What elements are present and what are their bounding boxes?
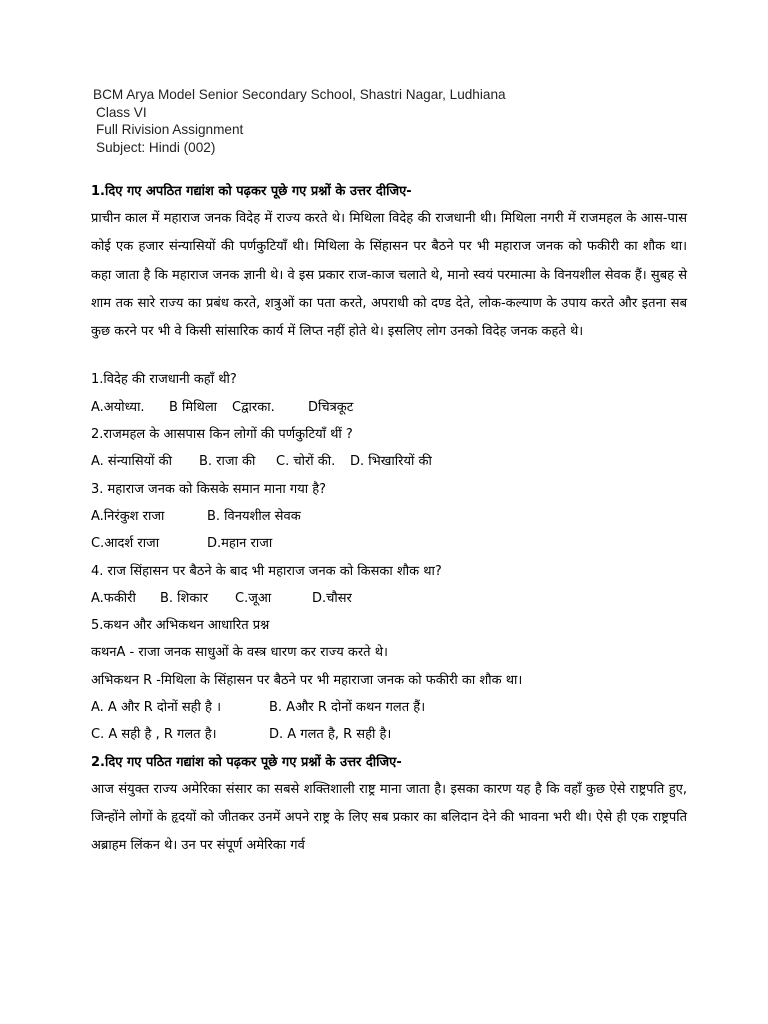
- spacer: [91, 346, 687, 366]
- question-1-option-c: Cद्वारका.: [232, 399, 275, 415]
- question-4-option-b: B. शिकार: [160, 590, 209, 606]
- question-5: 5.कथन और अभिकथन आधारित प्रश्न: [91, 618, 270, 634]
- question-3: 3. महाराज जनक को किसके समान माना गया है?: [91, 481, 327, 497]
- question-1-options: [91, 394, 687, 421]
- question-2: 2.राजमहल के आसपास किन लोगों की पर्णकुटियाँ थीं ?: [91, 427, 353, 443]
- question-2-option-a: A. संन्यासियों की: [91, 454, 173, 470]
- question-2-option-c: C. चोरों की.: [276, 454, 336, 470]
- class-label: Class VI: [96, 104, 147, 120]
- question-4-option-a: A.फकीरी: [91, 590, 136, 606]
- question-1-option-b: B मिथिला: [169, 399, 218, 415]
- section-1-passage: प्राचीन काल में महाराज जनक विदेह में राज्य करते थे। मिथिला विदेह की राजधानी थी। मिथिला नगरी में राजमहल के आस-पास कोई एक हजार संन्यासियों की पर्णकुटियाँ थी। मिथिला के सिंहासन पर बैठने पर भी महाराज जनक को फकीरी का शौक था। कहा जाता है कि महाराज जनक ज्ञानी थे। वे इस प्रकार राज-काज चलाते थे, मानो स्वयं परमात्मा के विनयशील सेवक हैं। सुबह से शाम तक सारे राज्य का प्रबंध करते, शत्रुओं का पता करते, अपराधी को दण्ड देते, लोक-कल्याण के उपाय करते और इतना सब कुछ करने पर भी वे किसी सांसारिक कार्य में लिप्त नहीं होते थे। इसलिए लोग उनको विदेह जनक कहते थे।: [91, 211, 687, 340]
- question-2-option-b: B. राजा की: [199, 454, 256, 470]
- question-2-option-d: D. भिखारियों की: [350, 454, 432, 470]
- question-3-option-c: C.आदर्श राजा: [91, 536, 160, 552]
- question-4-option-d: D.चौसर: [312, 590, 352, 606]
- question-4-option-c: C.जूआ: [235, 590, 272, 606]
- document-header: [93, 86, 506, 156]
- question-3-option-d: D.महान राजा: [207, 536, 273, 552]
- question-1-option-a: A.अयोध्या.: [91, 399, 145, 415]
- question-3-options-row-1: [91, 503, 687, 530]
- question-5-option-d: D. A गलत है, R सही है।: [269, 727, 392, 743]
- question-4: 4. राज सिंहासन पर बैठने के बाद भी महाराज जनक को किसका शौक था?: [91, 563, 442, 579]
- question-2-options: [91, 448, 687, 475]
- assignment-title: Full Rivision Assignment: [96, 122, 244, 137]
- question-3-option-a: A.निरंकुश राजा: [91, 508, 165, 524]
- section-2-heading: 2.दिए गए पठित गद्यांश को पढ़कर पूछे गए प्रश्नों के उत्तर दीजिए-: [91, 754, 402, 770]
- question-5-reason: अभिकथन R -मिथिला के सिंहासन पर बैठने पर भी महाराजा जनक को फकीरी का शौक था।: [91, 672, 523, 688]
- question-5-option-b: B. Aऔर R दोनों कथन गलत हैं।: [269, 700, 426, 716]
- question-5-option-c: C. A सही है , R गलत है।: [91, 727, 217, 743]
- question-5-options-row-1: [91, 694, 687, 721]
- school-name: BCM Arya Model Senior Secondary School, Shastri Nagar, Ludhiana: [93, 87, 506, 102]
- section-2-passage: आज संयुक्त राज्य अमेरिका संसार का सबसे शक्तिशाली राष्ट्र माना जाता है। इसका कारण यह है कि वहाँ कुछ ऐसे राष्ट्रपति हुए, जिन्होंने लोगों के हृदयों को जीतकर उनमें अपने राष्ट्र के लिए सब प्रकार का बलिदान देने की भावना भरी थी। ऐसे ही एक राष्ट्रपति अब्राहम लिंकन थे। उन पर संपूर्ण अमेरिका गर्व: [91, 781, 687, 854]
- question-3-options-row-2: [91, 530, 687, 557]
- document-body: [91, 178, 687, 861]
- question-1: 1.विदेह की राजधानी कहाँ थी?: [91, 372, 237, 388]
- question-4-options: [91, 585, 687, 612]
- subject-label: Subject: Hindi (002): [96, 139, 216, 155]
- question-5-assertion: कथनA - राजा जनक साधुओं के वस्त्र धारण कर राज्य करते थे।: [91, 645, 388, 661]
- question-3-option-b: B. विनयशील सेवक: [207, 508, 301, 524]
- question-5-option-a: A. A और R दोनों सही है ।: [91, 700, 222, 716]
- question-1-option-d: Dचित्रकूट: [308, 399, 354, 415]
- section-1-heading: 1.दिए गए अपठित गद्यांश को पढ़कर पूछे गए प्रश्नों के उत्तर दीजिए-: [91, 184, 412, 199]
- question-5-options-row-2: [91, 721, 687, 748]
